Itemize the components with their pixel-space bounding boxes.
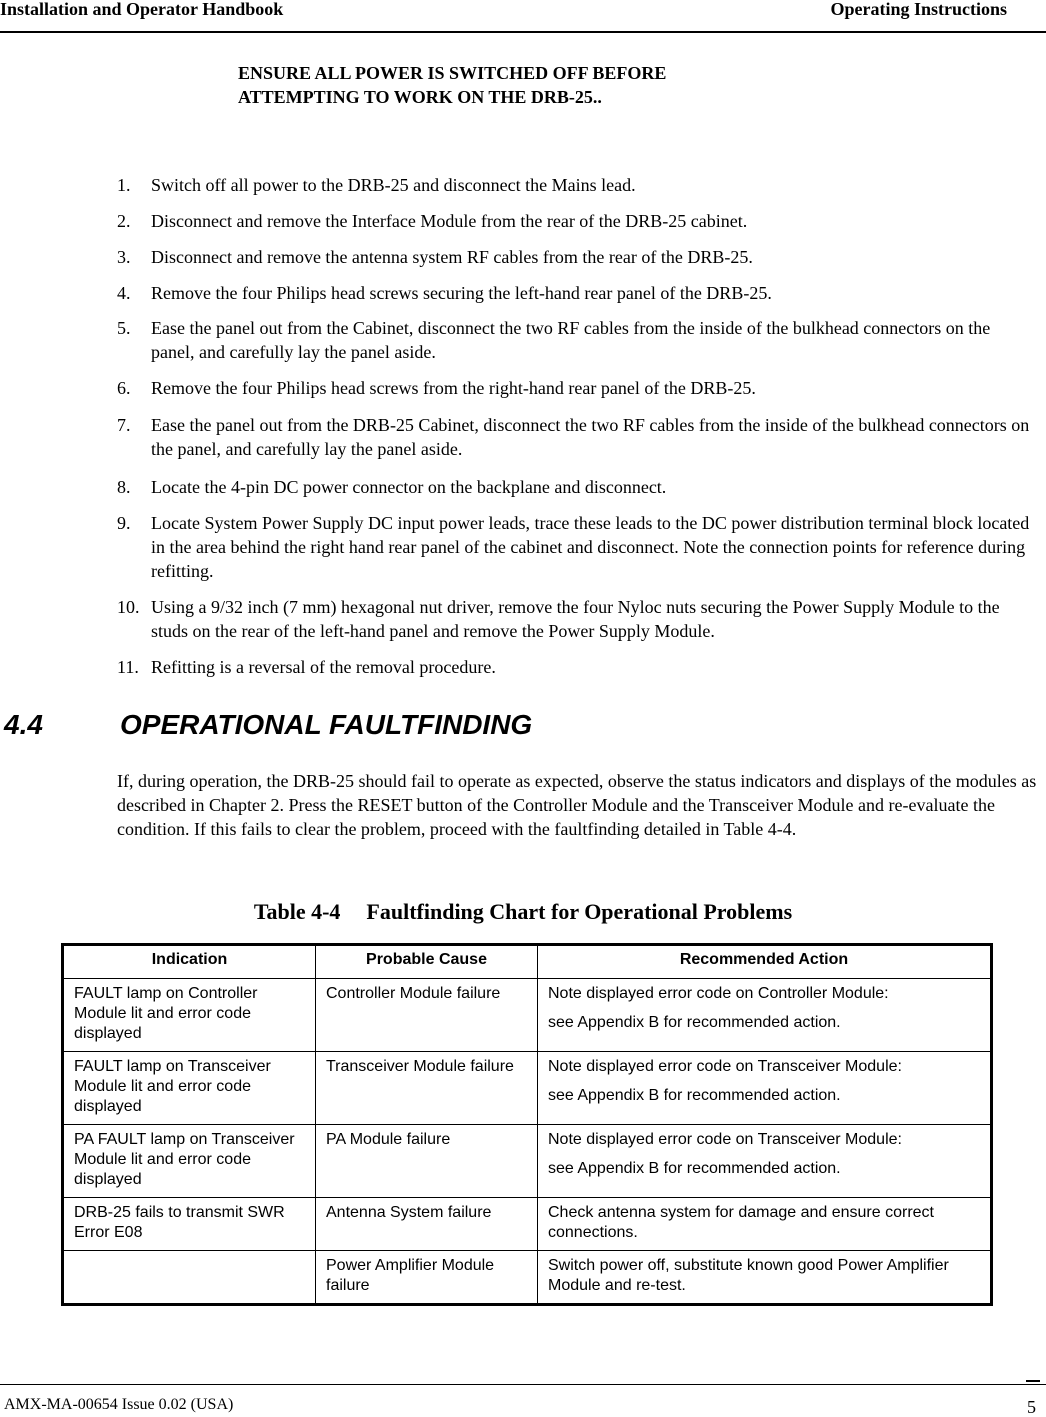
action-line: see Appendix B for recommended action. [548, 1014, 841, 1031]
list-item [117, 209, 1037, 233]
list-item [117, 316, 1037, 364]
list-item [117, 413, 1037, 461]
step-text: Remove the four Philips head screws from the right-hand rear panel of the DRB-25. [151, 378, 756, 398]
table-row [63, 1052, 992, 1125]
cell-indication: FAULT lamp on Controller Module lit and error code displayed [63, 979, 316, 1052]
step-text: Using a 9/32 inch (7 mm) hexagonal nut driver, remove the four Nyloc nuts securing the Power Supply Module to the studs on the rear of the left-hand panel and remove the Power Supply Module. [151, 597, 1000, 641]
cell-action [538, 1125, 992, 1198]
list-item [117, 173, 1037, 197]
cell-cause: Controller Module failure [316, 979, 538, 1052]
section-title: OPERATIONAL FAULTFINDING [120, 709, 533, 740]
document-id: AMX-MA-00654 Issue 0.02 (USA) [4, 1396, 234, 1413]
safety-warning [238, 61, 838, 109]
column-header-probable-cause: Probable Cause [316, 945, 538, 979]
table-row [63, 1198, 992, 1251]
action-line: see Appendix B for recommended action. [548, 1087, 841, 1104]
step-number: 1. [117, 175, 131, 195]
cell-action [538, 1052, 992, 1125]
step-number: 6. [117, 378, 131, 398]
step-text: Refitting is a reversal of the removal procedure. [151, 657, 496, 677]
cell-indication: DRB-25 fails to transmit SWR Error E08 [63, 1198, 316, 1251]
table-caption-title: Faultfinding Chart for Operational Problems [366, 899, 793, 924]
intro-paragraph: If, during operation, the DRB-25 should fail to operate as expected, observe the status indicators and displays of the modules as described in Chapter 2. Press the RESET button of the Controller Module and the Transceiver Module and re-evaluate the condition. If this fails to clear the problem, proceed with the faultfinding detailed in Table 4-4. [117, 771, 1037, 839]
section-number: 4.4 [4, 709, 43, 740]
step-number: 9. [117, 513, 131, 533]
cell-cause: Transceiver Module failure [316, 1052, 538, 1125]
action-line: Check antenna system for damage and ensure correct connections. [548, 1204, 934, 1241]
step-text: Locate System Power Supply DC input power leads, trace these leads to the DC power distribution terminal block located in the area behind the right hand rear panel of the cabinet and disconnect. Note the connection points for reference during refitting. [151, 513, 1030, 581]
footer-rule [0, 1384, 1046, 1385]
step-number: 4. [117, 283, 131, 303]
cell-indication: FAULT lamp on Transceiver Module lit and error code displayed [63, 1052, 316, 1125]
step-text: Locate the 4-pin DC power connector on the backplane and disconnect. [151, 477, 667, 497]
list-item [117, 475, 1037, 499]
table-row [63, 1125, 992, 1198]
table-caption-number: Table 4-4 [253, 899, 341, 924]
warning-line: ENSURE ALL POWER IS SWITCHED OFF BEFORE [238, 63, 667, 83]
list-item [117, 245, 1037, 269]
step-text: Ease the panel out from the DRB-25 Cabinet, disconnect the two RF cables from the inside of the bulkhead connectors on the panel, and carefully lay the panel aside. [151, 415, 1030, 459]
step-number: 11. [117, 657, 139, 677]
column-header-recommended-action: Recommended Action [538, 945, 992, 979]
header-title-left: Installation and Operator Handbook [0, 0, 284, 19]
step-number: 7. [117, 415, 131, 435]
cell-action [538, 979, 992, 1052]
page-number: 5 [1027, 1397, 1036, 1417]
cell-action [538, 1198, 992, 1251]
step-number: 8. [117, 477, 131, 497]
step-number: 5. [117, 318, 131, 338]
table-row [63, 1251, 992, 1305]
action-line: Switch power off, substitute known good Power Amplifier Module and re-test. [548, 1257, 949, 1294]
faultfinding-table [61, 943, 993, 1306]
cell-indication: PA FAULT lamp on Transceiver Module lit and error code displayed [63, 1125, 316, 1198]
step-number: 2. [117, 211, 131, 231]
table-header-row [63, 945, 992, 979]
column-header-indication: Indication [63, 945, 316, 979]
action-line: Note displayed error code on Transceiver Module: [548, 1131, 902, 1148]
warning-line: ATTEMPTING TO WORK ON THE DRB-25.. [238, 87, 602, 107]
cell-cause: PA Module failure [316, 1125, 538, 1198]
header-title-right: Operating Instructions [830, 0, 1007, 19]
cell-cause: Antenna System failure [316, 1198, 538, 1251]
step-text: Disconnect and remove the antenna system RF cables from the rear of the DRB-25. [151, 247, 753, 267]
list-item [117, 655, 1037, 679]
step-text: Disconnect and remove the Interface Module from the rear of the DRB-25 cabinet. [151, 211, 748, 231]
table-row [63, 979, 992, 1052]
action-line: see Appendix B for recommended action. [548, 1160, 841, 1177]
list-item [117, 376, 1037, 400]
table-caption [0, 898, 1046, 926]
step-number: 10. [117, 597, 140, 617]
step-text: Remove the four Philips head screws securing the left-hand rear panel of the DRB-25. [151, 283, 772, 303]
list-item [117, 511, 1037, 583]
list-item [117, 595, 1037, 643]
cell-indication [63, 1251, 316, 1305]
step-number: 3. [117, 247, 131, 267]
step-text: Switch off all power to the DRB-25 and disconnect the Mains lead. [151, 175, 636, 195]
cell-cause: Power Amplifier Module failure [316, 1251, 538, 1305]
footer-tick [1026, 1380, 1040, 1382]
step-text: Ease the panel out from the Cabinet, disconnect the two RF cables from the inside of the bulkhead connectors on the panel, and carefully lay the panel aside. [151, 318, 991, 362]
cell-action [538, 1251, 992, 1305]
action-line: Note displayed error code on Transceiver Module: [548, 1058, 902, 1075]
action-line: Note displayed error code on Controller Module: [548, 985, 889, 1002]
header-rule [0, 31, 1046, 33]
list-item [117, 281, 1037, 305]
